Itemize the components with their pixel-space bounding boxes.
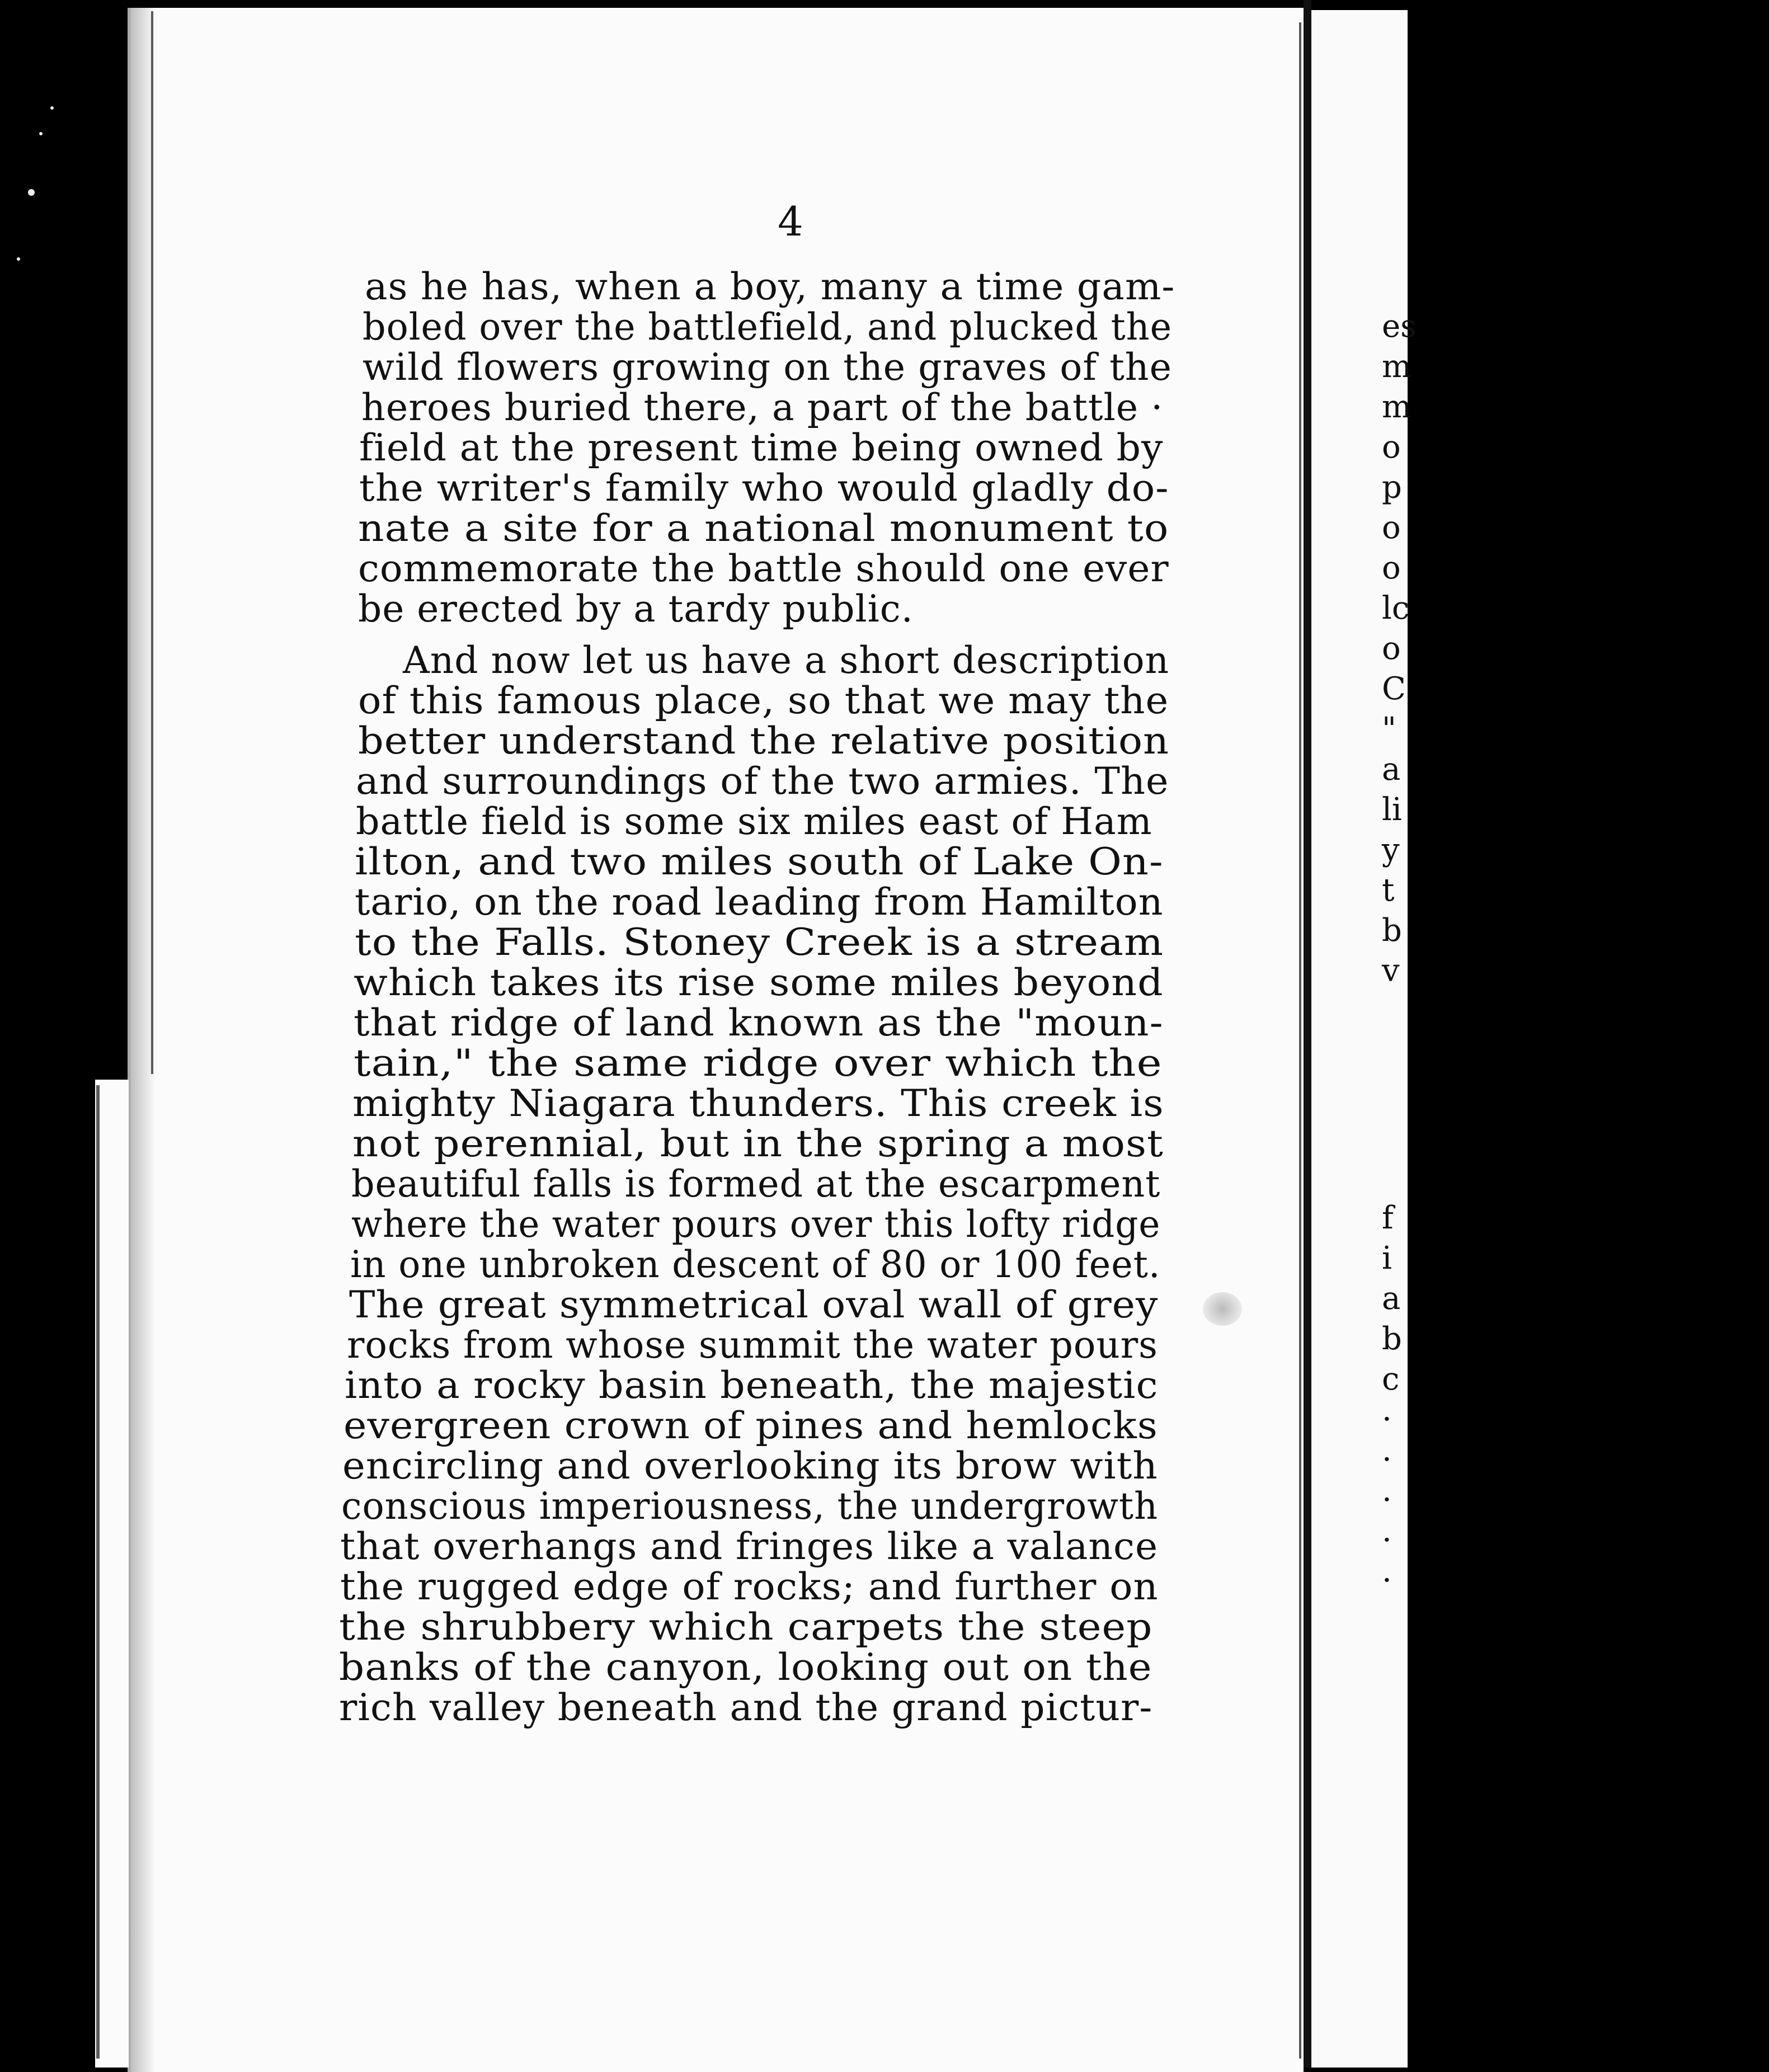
next-page-fragment: v: [1382, 953, 1400, 989]
next-page-fragment: ·: [1382, 1482, 1392, 1518]
page-edge: [151, 11, 153, 1074]
next-page-fragment: o: [1382, 510, 1401, 546]
text-line: tain," the same ridge over which the: [354, 1042, 1163, 1085]
text-line: banks of the canyon, looking out on the: [339, 1646, 1152, 1689]
next-page-fragment: ·: [1382, 1562, 1392, 1599]
next-page-fragment: c: [1382, 1361, 1400, 1397]
next-page-fragment: b: [1382, 1321, 1402, 1357]
text-line: to the Falls. Stoney Creek is a stream: [355, 921, 1164, 964]
text-line: in one unbroken descent of 80 or 100 feet.: [350, 1243, 1161, 1286]
text-line: The great symmetrical oval wall of grey: [349, 1283, 1159, 1326]
text-line: that ridge of land known as the "moun-: [354, 1001, 1164, 1044]
text-line: And now let us have a short description: [403, 639, 1170, 682]
text-line: into a rocky basin beneath, the majestic: [345, 1364, 1159, 1407]
next-page-fragment: lc: [1382, 590, 1410, 627]
text-line: battle field is some six miles east of Ham: [356, 800, 1152, 843]
next-page-fragment: t: [1382, 872, 1395, 908]
text-line: encircling and overlooking its brow with: [342, 1444, 1158, 1487]
text-line: evergreen crown of pines and hemlocks: [344, 1404, 1158, 1447]
next-page-fragment: C: [1382, 671, 1406, 707]
text-line: the rugged edge of rocks; and further on: [340, 1565, 1159, 1608]
text-line: conscious imperiousness, the undergrowth: [341, 1485, 1159, 1528]
text-line: commemorate the battle should one ever: [358, 547, 1169, 590]
text-line: tario, on the road leading from Hamilton: [355, 880, 1164, 924]
text-line: nate a site for a national monument to: [358, 507, 1169, 550]
next-page-fragment: m: [1382, 349, 1412, 385]
next-page-fragment: m: [1382, 389, 1412, 425]
text-line: as he has, when a boy, many a time gam-: [365, 265, 1175, 308]
next-page-fragment: o: [1382, 630, 1401, 667]
next-page-fragment: i: [1382, 1240, 1392, 1277]
next-page-fragment: o: [1382, 429, 1401, 465]
next-page-fragment: o: [1382, 550, 1401, 586]
next-page-fragment: ": [1382, 711, 1396, 747]
dust-speck: [17, 257, 20, 261]
text-line: not perennial, but in the spring a most: [352, 1122, 1164, 1165]
text-line: which takes its rise some miles beyond: [354, 961, 1164, 1004]
text-line: better understand the relative position: [358, 719, 1170, 762]
next-page-fragment: es: [1382, 308, 1417, 345]
text-line: rich valley beneath and the grand pictur-: [339, 1686, 1153, 1729]
text-line: heroes buried there, a part of the battle ·: [361, 386, 1164, 429]
next-page-fragment: a: [1382, 751, 1401, 788]
text-line: the writer's family who would gladly do-: [359, 467, 1169, 510]
page-number: 4: [778, 198, 803, 245]
text-line: ilton, and two miles south of Lake On-: [355, 840, 1164, 883]
next-page-fragment: a: [1382, 1280, 1401, 1317]
next-page-fragment: li: [1382, 792, 1402, 828]
text-line: mighty Niagara thunders. This creek is: [352, 1082, 1164, 1125]
dust-speck: [39, 132, 43, 135]
page-edge-lower: [95, 1080, 129, 2068]
next-page-fragment: f: [1382, 1200, 1394, 1236]
text-line: boled over the battlefield, and plucked the: [363, 305, 1173, 349]
text-line: that overhangs and fringes like a valance: [340, 1525, 1159, 1568]
dust-speck: [50, 106, 54, 110]
text-line: be erected by a tardy public.: [358, 587, 914, 630]
next-page-fragment: p: [1382, 469, 1402, 506]
next-page-fragment: b: [1382, 912, 1402, 949]
text-line: where the water pours over this lofty ridge: [351, 1203, 1161, 1246]
dust-speck: [28, 189, 35, 196]
next-page-fragment: ·: [1382, 1522, 1392, 1558]
text-line: rocks from whose summit the water pours: [347, 1324, 1158, 1367]
next-page-fragment: y: [1382, 832, 1400, 868]
page-edge-lower-line: [96, 1085, 100, 2059]
text-line: of this famous place, so that we may the: [358, 679, 1169, 722]
text-line: the shrubbery which carpets the steep: [339, 1605, 1153, 1649]
text-line: and surroundings of the two armies. The: [356, 760, 1169, 803]
next-page-fragment: ·: [1382, 1401, 1392, 1438]
text-line: wild flowers growing on the graves of the: [363, 346, 1172, 389]
text-line: field at the present time being owned by: [359, 426, 1164, 469]
next-page-fragment: ·: [1382, 1442, 1392, 1478]
text-line: beautiful falls is formed at the escarpment: [351, 1162, 1161, 1205]
